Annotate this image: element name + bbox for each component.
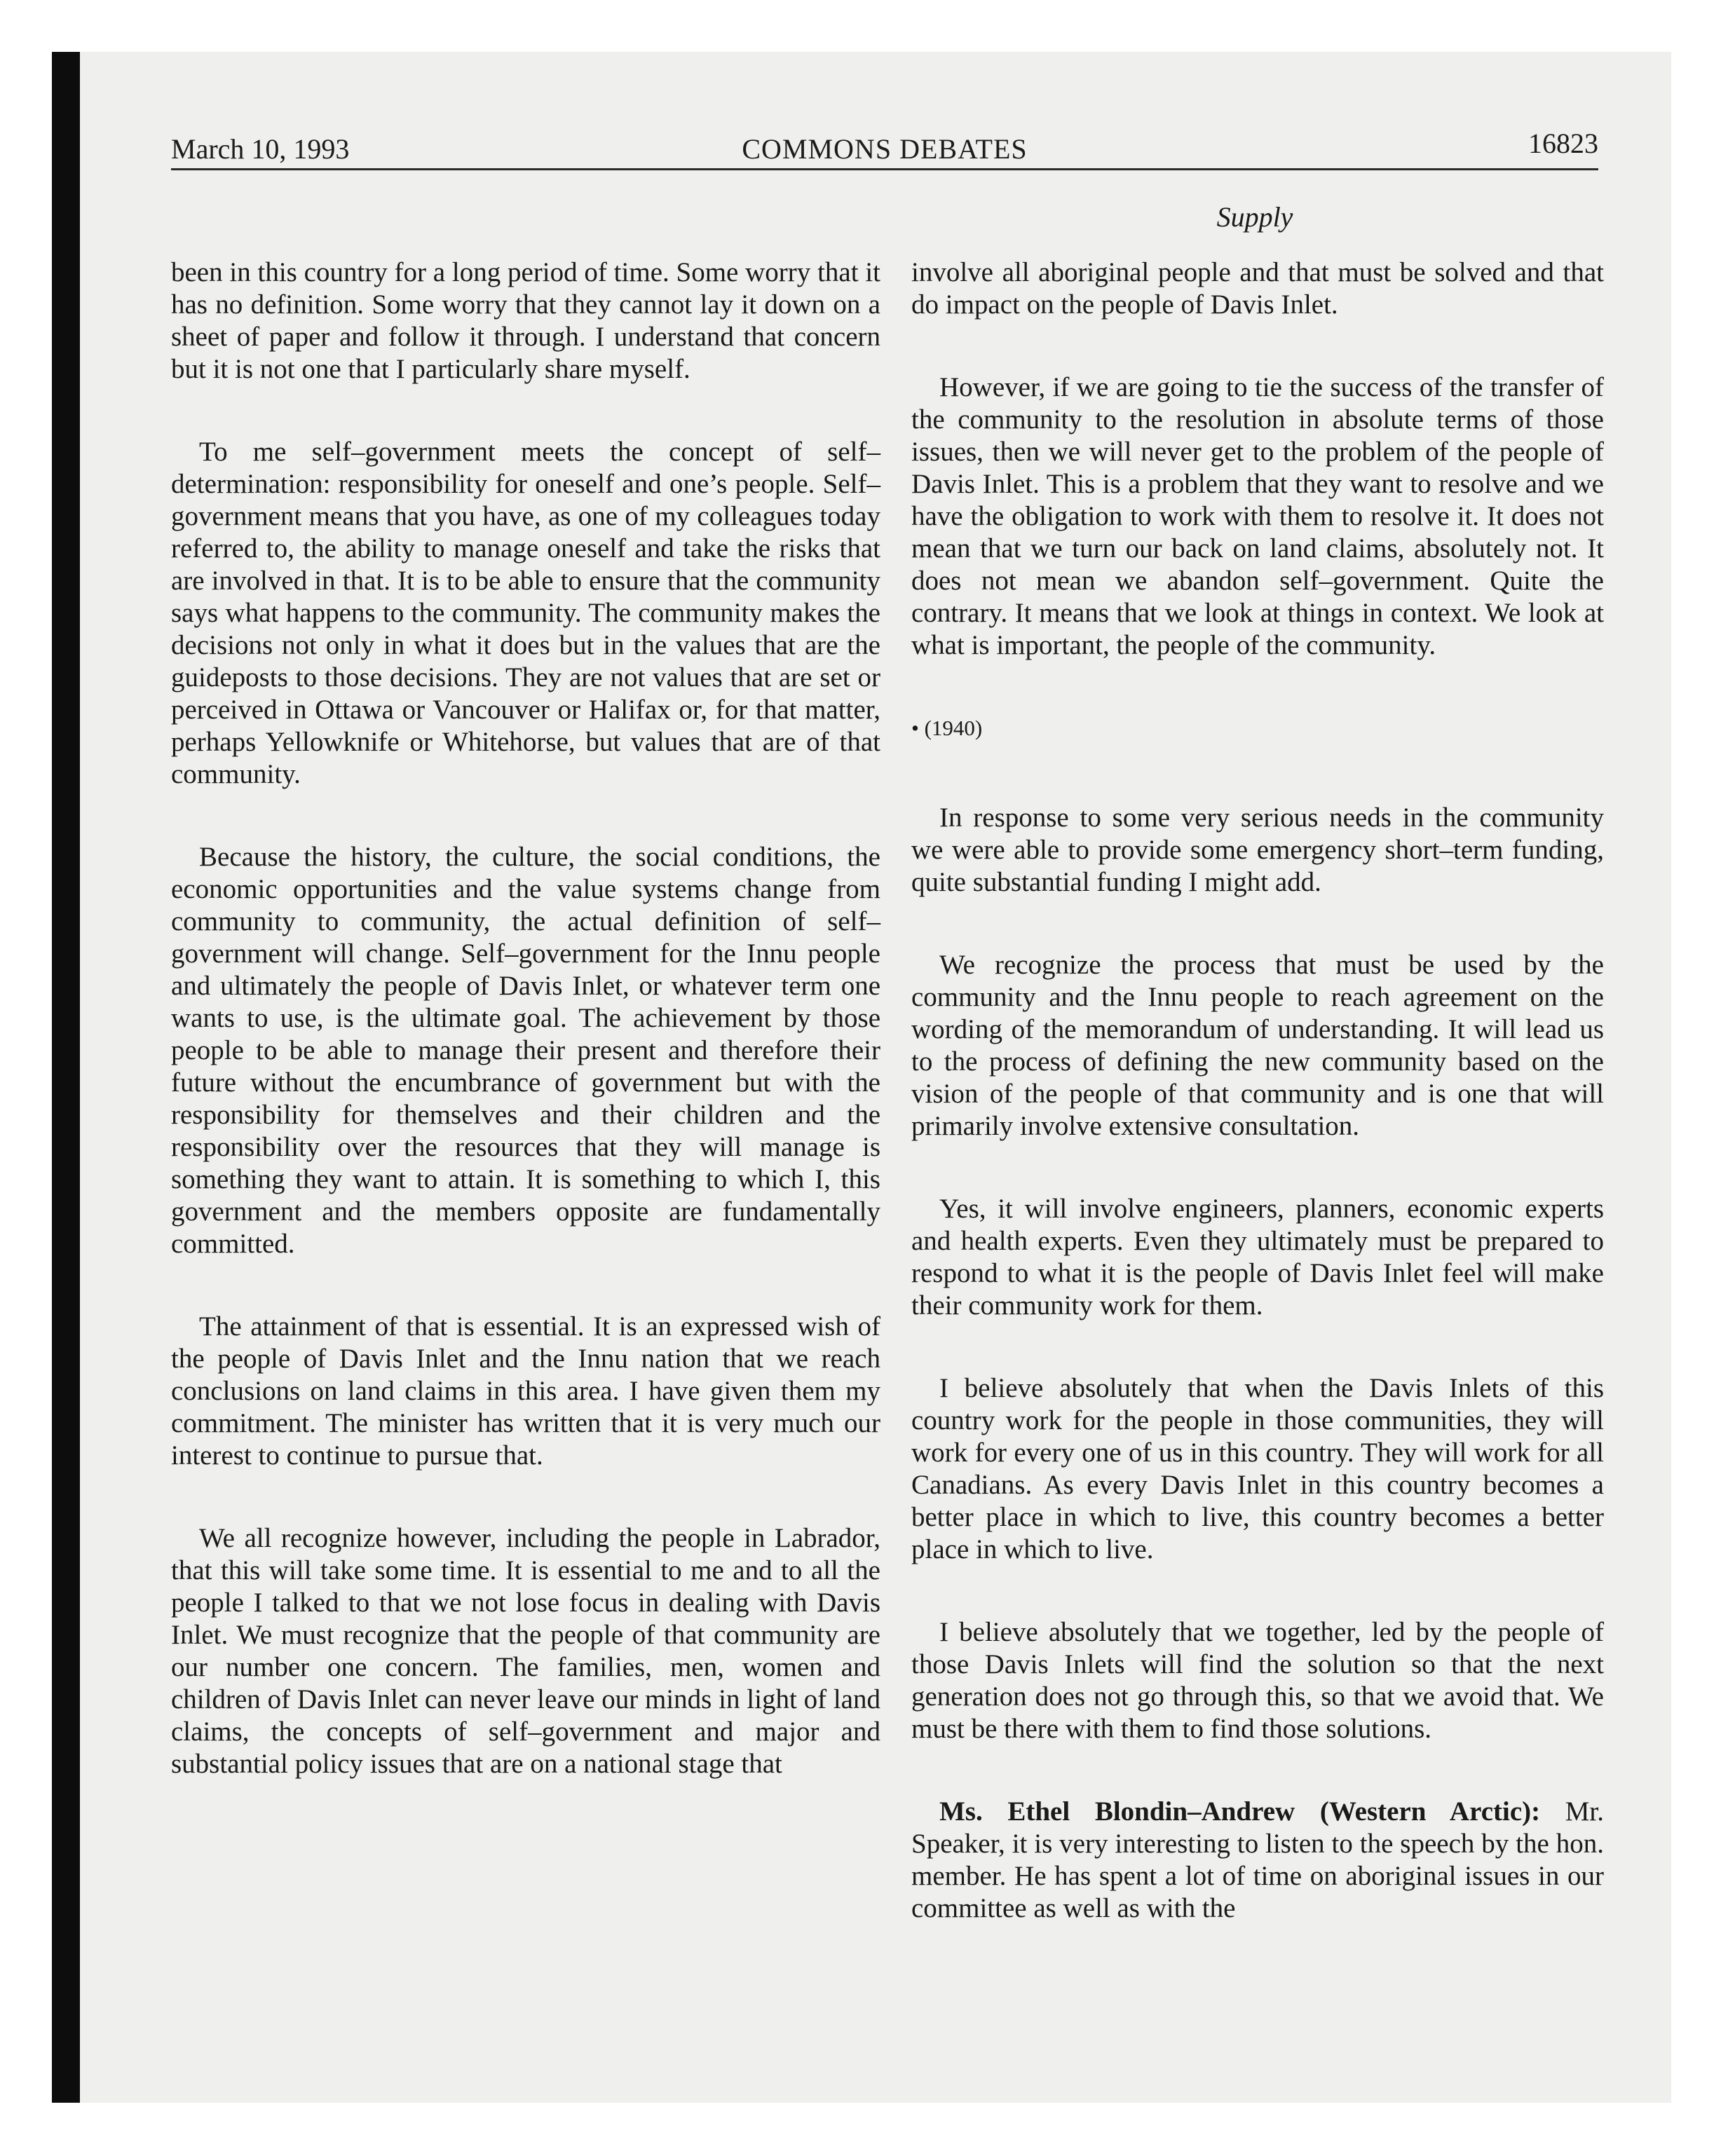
left-column [171, 257, 880, 1780]
page-header [171, 123, 1598, 170]
paragraph: been in this country for a long period of time. Some worry that it has no definition. Some worry that they cannot lay it down on a sheet of paper and follow it through. I understand that concern but it is not one that I particularly share myself. [171, 257, 880, 384]
speaker-name: Ms. Ethel Blondin–Andrew (Western Arctic): [939, 1796, 1541, 1827]
paragraph: We all recognize however, including the people in Labrador, that this will take some time. It is essential to me and to all the people I talked to that we not lose focus in dealing with Davis Inlet. We must recognize that the people of that community are our number one concern. The families, men, women and children of Davis Inlet can never leave our minds in light of land claims, the concepts of self–government and major and substantial policy issues that are on a national stage that [171, 1523, 880, 1779]
paragraph: I believe absolutely that we together, led by the people of those Davis Inlets will find the solution so that the next generation does not go through this, so that we avoid that. We must be there with them to find those solutions. [911, 1617, 1604, 1744]
speaker-text: Mr. Speaker, it is very interesting to listen to the speech by the hon. member. He has spent a lot of time on aboriginal issues in our committee as well as with the [911, 1796, 1604, 1923]
header-rule [171, 168, 1598, 170]
paragraph: However, if we are going to tie the success of the transfer of the community to the resolution in absolute terms of those issues, then we will never get to the problem of the people of Davis Inlet. This is a problem that they want to resolve and we have the obligation to work with them to resolve it. It does not mean that we turn our back on land claims, absolutely not. It does not mean we abandon self–government. Quite the contrary. It means that we look at things in context. We look at what is important, the people of the community. [911, 372, 1604, 660]
paragraph: We recognize the process that must be used by the community and the Innu people to reach agreement on the wording of the memorandum of understanding. It will lead us to the process of defining the new community based on the vision of the people of that community and is one that will primarily involve extensive consultation. [911, 950, 1604, 1141]
paragraph: Yes, it will involve engineers, planners, economic experts and health experts. Even they ultimately must be prepared to respond to what it is the people of Davis Inlet feel will make their community work for them. [911, 1194, 1604, 1321]
paragraph: involve all aboriginal people and that must be solved and that do impact on the people of Davis Inlet. [911, 257, 1604, 320]
header-title: COMMONS DEBATES [742, 133, 1028, 165]
section-title: Supply [1216, 201, 1293, 233]
paragraph: I believe absolutely that when the Davis Inlets of this country work for the people in those communities, they will work for every one of us in this country. They will work for all Canadians. As every Davis Inlet in this country becomes a better place in which to live, this country becomes a better place in which to live. [911, 1373, 1604, 1564]
right-column [911, 257, 1604, 1925]
header-date: March 10, 1993 [171, 133, 350, 165]
paragraph: Because the history, the culture, the social conditions, the economic opportunities and the value systems change from community to community, the actual definition of self–government will change. Self–government for the Innu people and ultimately the people of Davis Inlet, or whatever term one wants to use, is the ultimate goal. The achievement by those people to be able to manage their present and therefore their future without the encumbrance of government but with the responsibility for themselves and their children and the responsibility over the resources that they will manage is something they want to attain. It is something to which I, this government and the members opposite are fundamentally committed. [171, 842, 880, 1259]
header-page-number: 16823 [1528, 128, 1598, 159]
paragraph: The attainment of that is essential. It is an expressed wish of the people of Davis Inlet and the Innu nation that we reach conclusions on land claims in this area. I have given them my commitment. The minister has written that it is very much our interest to continue to pursue that. [171, 1311, 880, 1471]
paragraph: To me self–government meets the concept of self–determination: responsibility for oneself and one’s people. Self–government means that you have, as one of my colleagues today referred to, the ability to manage oneself and take the risks that are involved in that. It is to be able to ensure that the community says what happens to the community. The community makes the decisions not only in what it does but in the values that are the guideposts to those decisions. They are not values that are set or perceived in Ottawa or Vancouver or Halifax or, for that matter, perhaps Yellowknife or Whitehorse, but values that are of that community. [171, 437, 880, 789]
time-marker: • (1940) [911, 716, 983, 740]
speaker-paragraph [911, 1796, 1604, 1925]
scan-edge-shadow [52, 52, 80, 2103]
paragraph: In response to some very serious needs in the community we were able to provide some emergency short–term funding, quite substantial funding I might add. [911, 803, 1604, 897]
